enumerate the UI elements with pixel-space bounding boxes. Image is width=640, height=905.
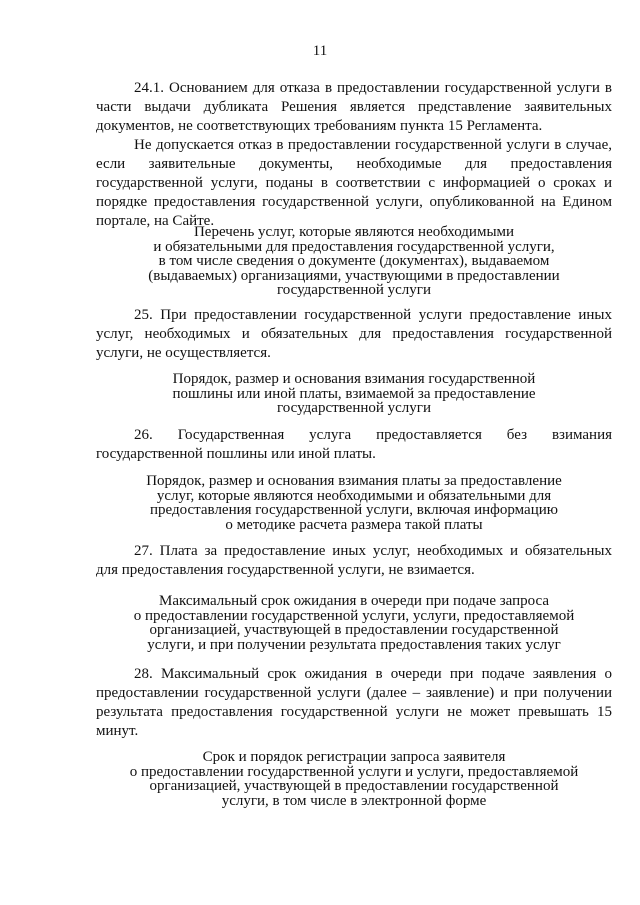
heading-services-fee: Порядок, размер и основания взимания платы за предоставление услуг, которые являются необходимыми и обязательными для предоставления государственной услуги, включая информацию о методике расчета размера такой платы (146, 473, 562, 533)
heading-max-wait: Максимальный срок ожидания в очереди при подаче запроса о предоставлении государственной услуги, услуги, предоставляемой организацией, участвующей в предоставлении государственной услуги, и при получении результата предоставления таких услуг (133, 593, 575, 653)
paragraph-25 (96, 306, 612, 363)
page-number: 11 (312, 43, 328, 59)
paragraph-24-1 (96, 79, 612, 136)
paragraph-24-1-text: 24.1. Основанием для отказа в предоставлении государственной услуги в части выдачи дубликата Решения является представление заявительных документов, не соответствующих требованиям пункта 15 Регламента. (96, 80, 612, 134)
heading-services-list: Перечень услуг, которые являются необходимыми и обязательными для предоставления государственной услуги, в том числе сведения о документе (документах), выдаваемом (выдаваемых) организациями, участвующими в предоставлении государственной услуги (148, 224, 560, 298)
paragraph-25-text: 25. При предоставлении государственной услуги предоставление иных услуг, необходимых и обязательных для предоставления государственной услуги, не осуществляется. (96, 307, 612, 361)
paragraph-28-text: 28. Максимальный срок ожидания в очереди при подаче заявления о предоставлении государственной услуги (далее – заявление) и при получении результата предоставления государственной услуги не может превышать 15 минут. (96, 666, 612, 739)
paragraph-refusal-not-allowed (96, 136, 612, 231)
paragraph-26-text: 26. Государственная услуга предоставляется без взимания государственной пошлины или иной платы. (96, 427, 612, 462)
paragraph-refusal-not-allowed-text: Не допускается отказ в предоставлении государственной услуги в случае, если заявительные документы, необходимые для предоставления государственной услуги, поданы в соответствии с информацией о сроках и порядке предоставления государственной услуги, опубликованной на Едином портале, на Сайте. (96, 137, 612, 229)
paragraph-26 (96, 426, 612, 464)
paragraph-28 (96, 665, 612, 741)
paragraph-27-text: 27. Плата за предоставление иных услуг, необходимых и обязательных для предоставления государственной услуги, не взимается. (96, 543, 612, 578)
paragraph-27 (96, 542, 612, 580)
heading-registration: Срок и порядок регистрации запроса заявителя о предоставлении государственной услуги и услуги, предоставляемой организацией, участвующей в предоставлении государственной услуги, в том числе в электронной форме (129, 749, 579, 809)
heading-state-fee: Порядок, размер и основания взимания государственной пошлины или иной платы, взимаемой за предоставление государственной услуги (172, 371, 536, 416)
